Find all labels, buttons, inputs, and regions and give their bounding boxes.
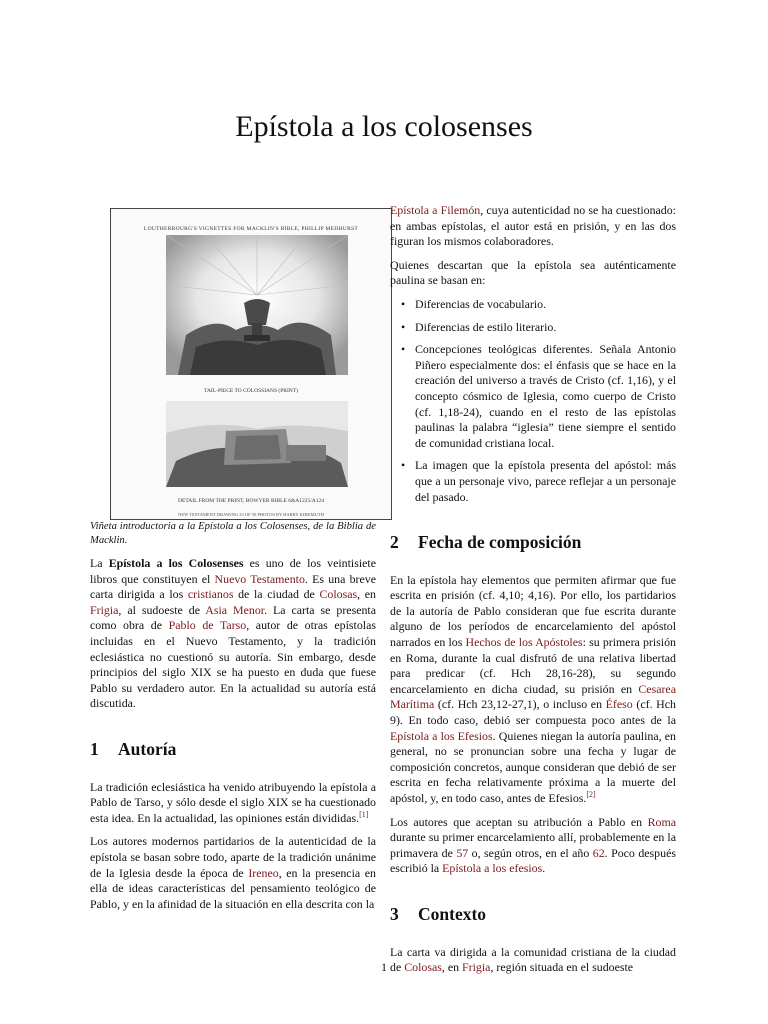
paragraph-text: En la epístola hay elementos que permiten afirmar que fue escrita en prisión (cf. 4,10; 4,16). Por ello, los partidarios de la autoría de Pablo consideran que fue escrita durante alguno de los períodos de encarcelamiento del apóstol narrados en los [390,572,676,650]
section-title: Contexto [418,903,487,924]
intro-text: de la ciudad de [233,587,320,602]
paragraph-text: durante su primer encarcelamiento allí, probablemente en la primavera de [390,830,676,860]
section-number: 1 [90,738,99,759]
paragraph-text: La tradición eclesiástica ha venido atribuyendo la epístola a Pablo de Tarso, y sólo desde el siglo XIX se ha cuestionado esta idea. En la actualidad, las opiniones están divididas. [90,779,376,825]
link-frigia-2[interactable]: Frigia [462,960,491,975]
list-item: • La imagen que la epístola presenta del apóstol: más que a un personaje vivo, parece reflejar a un personaje del pasado. [415,458,676,505]
reference-link-2[interactable]: [2] [586,790,596,800]
left-column [90,208,376,920]
intro-text: , autor de otras epístolas incluidas en el Nuevo Testamento, y la tradición eclesiástica no cuestionó su autoría. Sin embargo, desde principios del siglo XIX se ha puesto en duda que fuese Pablo su verdadero autor. En la actualidad su autoría está discutida. [90,618,377,711]
link-62[interactable]: 62 [592,845,605,860]
tailpiece-engraving [166,235,348,375]
autoria-paragraph-3: Quienes descartan que la epístola sea auténticamente paulina se basan en: [390,257,676,288]
link-asia-menor[interactable]: Asia Menor [205,602,265,617]
intro-text: . La carta se presenta como obra de [90,602,377,633]
figure-caption-footer: NEW TESTAMENT DRAWING 23 OF 50 PHOTOS BY HARRY KIRKMUTH [178,512,324,517]
section-title: Autoría [118,738,177,759]
link-epistola-a-los-efesios-2[interactable]: Epístola a los efesios [442,861,543,876]
link-epistola-a-filemon[interactable]: Epístola a Filemón [390,203,481,217]
paragraph-text: Los autores modernos partidarios de la autenticidad de la epístola se basan sobre todo, aparte de la tradición unánime de la Iglesia desde la época de [90,834,376,880]
link-cristianos[interactable]: cristianos [187,587,234,602]
paragraph-text: . Poco después escribió la [390,845,676,876]
paragraph-text: : su primera prisión en Roma, durante la cual disfrutó de una relativa libertad para predicar (cf. Hch 28,16-28), su segundo encarcelamiento en dicha ciudad, su prisión en [390,635,677,696]
figure-engraving [110,208,392,520]
autoria-paragraph-2 [90,834,376,912]
link-frigia[interactable]: Frigia [90,602,119,617]
list-item: • Diferencias de vocabulario. [415,297,676,313]
section-number: 2 [390,532,399,553]
detail-engraving [166,401,348,487]
paragraph-text: (cf. Hch 9). En todo caso, debió ser compuesta poco antes de la [390,697,676,728]
intro-text: La [90,556,109,570]
section-heading-fecha [390,532,676,553]
figure-caption-top: TAIL-PIECE TO COLOSSIANS (PRINT) [204,388,298,394]
figure-caption-bottom: DETAIL FROM THE PRINT, BOWYER BIBLE 6&A1225/A124 [178,498,324,504]
page-title: Epístola a los colosenses [235,110,533,143]
intro-paragraph [90,556,376,712]
fecha-paragraph-2 [390,815,676,877]
paragraph-text: Los autores que aceptan su atribución a Pablo en [390,814,648,829]
link-ireneo[interactable]: Ireneo [248,865,279,880]
link-hechos-de-los-apostoles[interactable]: Hechos de los Apóstoles [465,635,583,650]
right-column [390,203,676,984]
list-item: • Concepciones teológicas diferentes. Señala Antonio Piñero especialmente dos: el énfasis que se hace en la creación del universo a través de Cristo (cf. 1,16), y el concepto cósmico de Iglesia, como cuerpo de Cristo (cf. 1,18-24), cuando en el resto de las epístolas paulinas la palabra “iglesia” tiene siempre el sentido de comunidad cristiana local. [415,342,676,451]
intro-bold-title: Epístola a los Colosenses [108,556,244,570]
section-title: Fecha de composición [418,532,582,553]
autoria-paragraph-1 [90,780,376,827]
paragraph-text: (cf. Hch 23,12-27,1), o incluso en [434,697,606,712]
list-item: • Diferencias de estilo literario. [415,320,676,336]
page-number: 1 [381,960,387,974]
paragraph-text: o, según otros, en el año [468,845,593,860]
arguments-list [390,297,676,505]
figure-caption: Viñeta introductoria a la Epístola a los Colosenses, de la Biblia de Macklin. [90,521,376,546]
paragraph-text: , en [441,960,463,975]
intro-text: . Es una breve carta dirigida a los [90,571,377,602]
link-57[interactable]: 57 [456,845,469,860]
section-number: 3 [390,903,399,924]
intro-text: , en [357,587,376,602]
section-heading-autoria [90,738,376,759]
link-colosas[interactable]: Colosas [319,587,358,602]
paragraph-text: . [542,861,546,876]
link-cesarea-maritima[interactable]: Cesarea Marítima [390,681,676,712]
paragraph-text: , cuya autenticidad no se ha cuestionado: en ambas epístolas, el autor está en prisión, y en las dos figuran los mismos colaboradores. [390,203,676,249]
paragraph-text: . Quienes niegan la autoría paulina, en general, no se pronuncian sobre una fecha y lugar de composición concretos, aunque consideran que debió de ser escrita en fecha relativamente próxima a la muerte del apóstol, y, en todo caso, antes de Efesios. [390,728,676,805]
paragraph-text: La carta va dirigida a la comunidad cristiana de la ciudad de [390,944,676,975]
link-nuevo-testamento[interactable]: Nuevo Testamento [214,571,305,586]
paragraph-text: , en la presencia en ella de ideas características del pensamiento teológico de Pablo, y en la afinidad de la situación en ella descrita con la [90,865,376,911]
autoria-paragraph-2-continued [390,203,676,250]
section-heading-contexto [390,903,676,924]
paragraph-text: , región situada en el sudoeste [490,960,634,975]
figure-header: LOUTHERBOURG'S VIGNETTES FOR MACKLIN'S BIBLE, PHILLIP MEDHURST [143,226,359,232]
reference-link-1[interactable]: [1] [359,809,369,819]
fecha-paragraph-1 [390,573,676,807]
link-roma[interactable]: Roma [647,814,676,829]
link-colosas-2[interactable]: Colosas [404,960,442,975]
link-pablo-de-tarso[interactable]: Pablo de Tarso [168,618,247,633]
intro-text: , al sudoeste de [118,602,206,617]
link-efeso[interactable]: Éfeso [605,697,633,712]
intro-text: es uno de los veintisiete libros que constituyen el [90,556,377,586]
link-epistola-a-los-efesios[interactable]: Epístola a los Efesios [390,728,493,743]
